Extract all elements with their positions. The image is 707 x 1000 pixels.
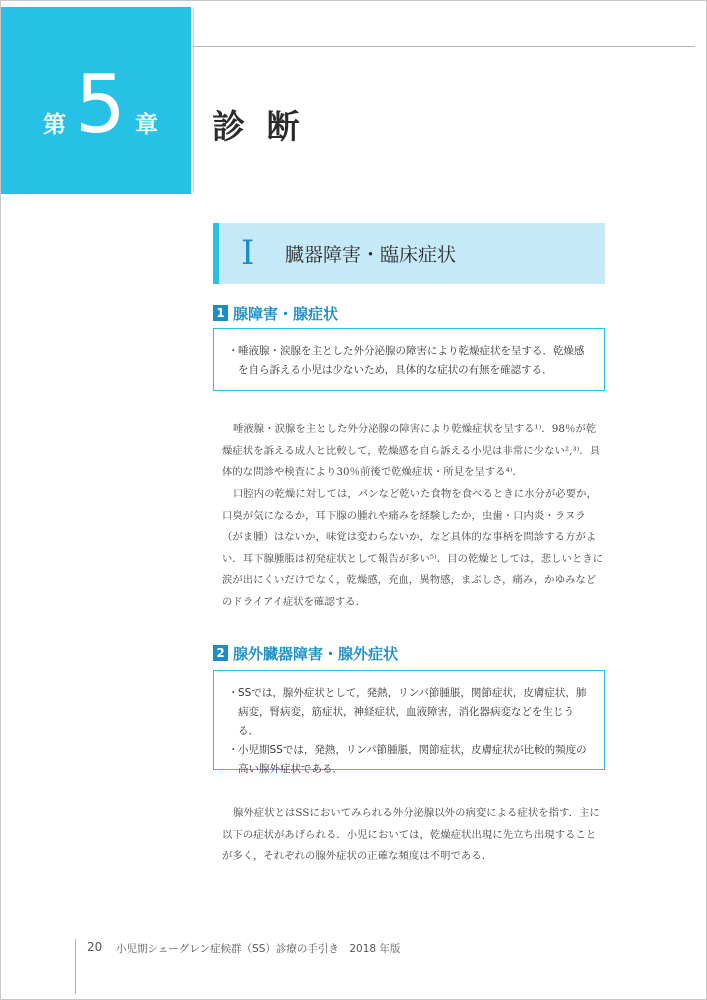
header-divider — [193, 46, 695, 47]
header-divider-vertical — [193, 7, 194, 194]
body-paragraph: 口腔内の乾燥に対しては，パンなど乾いた食物を食べるときに水分が必要か，口臭が気になるか，耳下腺の腫れや痛みを経験したか，虫歯・口内炎・ラヌラ（がま腫）はないか，味覚は変わらないか，など具体的な事柄を問診する方がよい．耳下腺腫脹は初発症状として報告が多い⁵⁾．目の乾燥としては，悲しいときに涙が出にくいだけでなく，乾燥感，充血，異物感，まぶしさ，痛み，かゆみなどのドライアイ症状を確認する． — [222, 488, 604, 608]
chapter-badge — [1, 7, 191, 194]
subsection-number-2: 2 — [213, 645, 228, 661]
chapter-number: 5 — [75, 58, 126, 151]
chapter-suffix: 章 — [135, 112, 158, 138]
section-numeral: I — [241, 233, 255, 273]
summary-item: ・ 小児期SSでは，発熱，リンパ節腫脹，関節症状，皮膚症状が比較的頻度の高い腺外症状である． — [228, 744, 587, 775]
subsection-heading-1 — [213, 303, 338, 323]
summary-box-2 — [213, 670, 605, 775]
subsection-heading-2 — [213, 643, 398, 663]
subsection-number-1: 1 — [213, 305, 228, 321]
section-heading — [213, 223, 605, 284]
chapter-prefix: 第 — [43, 112, 66, 138]
body-paragraph: 唾液腺・涙腺を主とした外分泌腺の障害により乾燥症状を呈する¹⁾．98％が乾燥症状を訴える成人と比較して，乾燥感を自ら訴える小児は非常に少ない²,³⁾．具体的な問診や検査により30％前後で乾燥症状・所見を呈する⁴⁾． — [222, 423, 601, 478]
summary-box-1 — [213, 328, 605, 391]
running-footer: 小児期シェーグレン症候群（SS）診療の手引き 2018 年版 — [116, 943, 401, 955]
body-paragraph: 腺外症状とはSSにおいてみられる外分泌腺以外の病変による症状を指す．主に以下の症状があげられる．小児においては，乾燥症状出現に先立ち出現することが多く，それぞれの腺外症状の正確な頻度は不明である． — [222, 807, 600, 862]
page-number: 20 — [87, 940, 103, 954]
chapter-title: 診 断 — [212, 107, 305, 146]
footer-divider — [75, 939, 76, 994]
subsection-title-1: 腺障害・腺症状 — [233, 304, 339, 323]
summary-item: ・ 唾液腺・涙腺を主とした外分泌腺の障害により乾燥症状を呈する．乾燥感を自ら訴える小児は少ないため，具体的な症状の有無を確認する． — [228, 345, 585, 376]
section-title: 臓器障害・臨床症状 — [285, 244, 457, 266]
summary-item: ・ SSでは，腺外症状として，発熱，リンパ節腫脹，関節症状，皮膚症状，肺病変，腎病変，筋症状，神経症状，血液障害，消化器病変などを生じうる． — [228, 687, 587, 737]
subsection-title-2: 腺外臓器障害・腺外症状 — [233, 644, 399, 663]
